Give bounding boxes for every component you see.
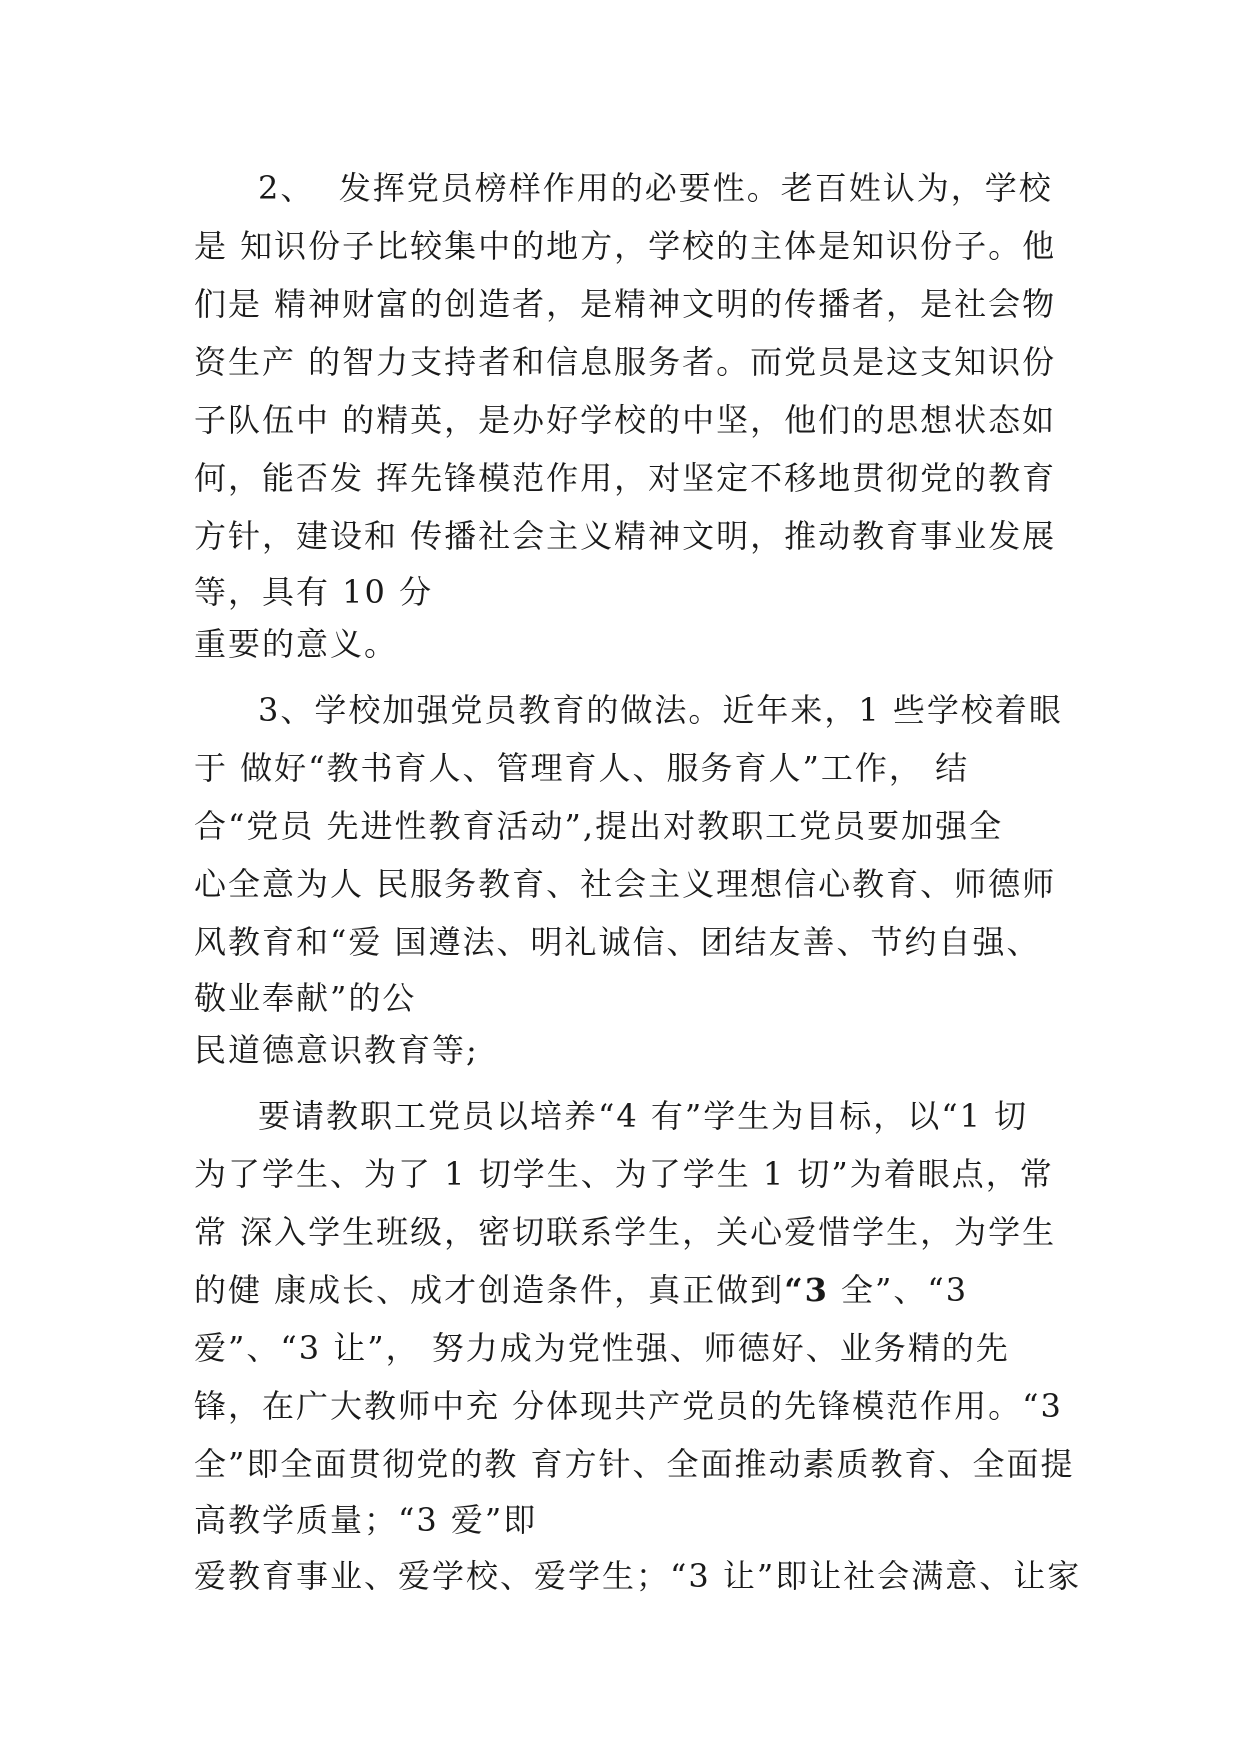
text-segment: 的健 康成长、成才创造条件，真正做到 — [194, 1271, 785, 1309]
text-segment: 全”、“3 — [828, 1271, 969, 1309]
text-line: 方针，建设和 传播社会主义精神文明，推动教育事业发展 — [194, 517, 1057, 555]
text-line: 要请教职工党员以培养“4 有”学生为目标，以“1 切 — [258, 1097, 1029, 1135]
text-line: 合“党员 先进性教育活动”,提出对教职工党员要加强全 — [194, 807, 1004, 845]
text-line: 全”即全面贯彻党的教 育方针、全面推动素质教育、全面提 — [194, 1445, 1075, 1483]
text-line: 于 做好“教书育人、管理育人、服务育人”工作， 结 — [194, 749, 970, 787]
text-line: 高教学质量；“3 爱”即 — [194, 1501, 538, 1539]
text-line: 敬业奉献”的公 — [194, 979, 417, 1017]
text-line: 常 深入学生班级，密切联系学生，关心爱惜学生，为学生 — [194, 1213, 1057, 1251]
text-line: 们是 精神财富的创造者，是精神文明的传播者，是社会物 — [194, 285, 1057, 323]
text-line: 爱”、“3 让”， 努力成为党性强、师德好、业务精的先 — [194, 1329, 1010, 1367]
text-line: 民道德意识教育等; — [194, 1031, 479, 1069]
text-line — [194, 1270, 968, 1310]
text-line: 锋，在广大教师中充 分体现共产党员的先锋模范作用。“3 — [194, 1387, 1063, 1425]
text-line: 资生产 的智力支持者和信息服务者。而党员是这支知识份 — [194, 343, 1057, 381]
text-line: 何，能否发 挥先锋模范作用，对坚定不移地贯彻党的教育 — [194, 459, 1057, 497]
bold-text-segment: “3 — [784, 1271, 829, 1309]
text-line: 风教育和“爱 国遵法、明礼诚信、团结友善、节约自强、 — [194, 923, 1041, 961]
text-line: 爱教育事业、爱学校、爱学生；“3 让”即让社会满意、让家 — [194, 1557, 1082, 1595]
text-line: 2、 发挥党员榜样作用的必要性。老百姓认为，学校 — [258, 169, 1053, 207]
text-line: 是 知识份子比较集中的地方，学校的主体是知识份子。他 — [194, 227, 1057, 265]
text-line: 3、学校加强党员教育的做法。近年来，1 些学校着眼 — [258, 691, 1063, 729]
text-line: 重要的意义。 — [194, 625, 399, 663]
text-line: 心全意为人 民服务教育、社会主义理想信心教育、师德师 — [194, 865, 1057, 903]
text-line: 等，具有 10 分 — [194, 573, 434, 611]
text-line: 为了学生、为了 1 切学生、为了学生 1 切”为着眼点，常 — [194, 1155, 1054, 1193]
text-line: 子队伍中 的精英，是办好学校的中坚，他们的思想状态如 — [194, 401, 1057, 439]
